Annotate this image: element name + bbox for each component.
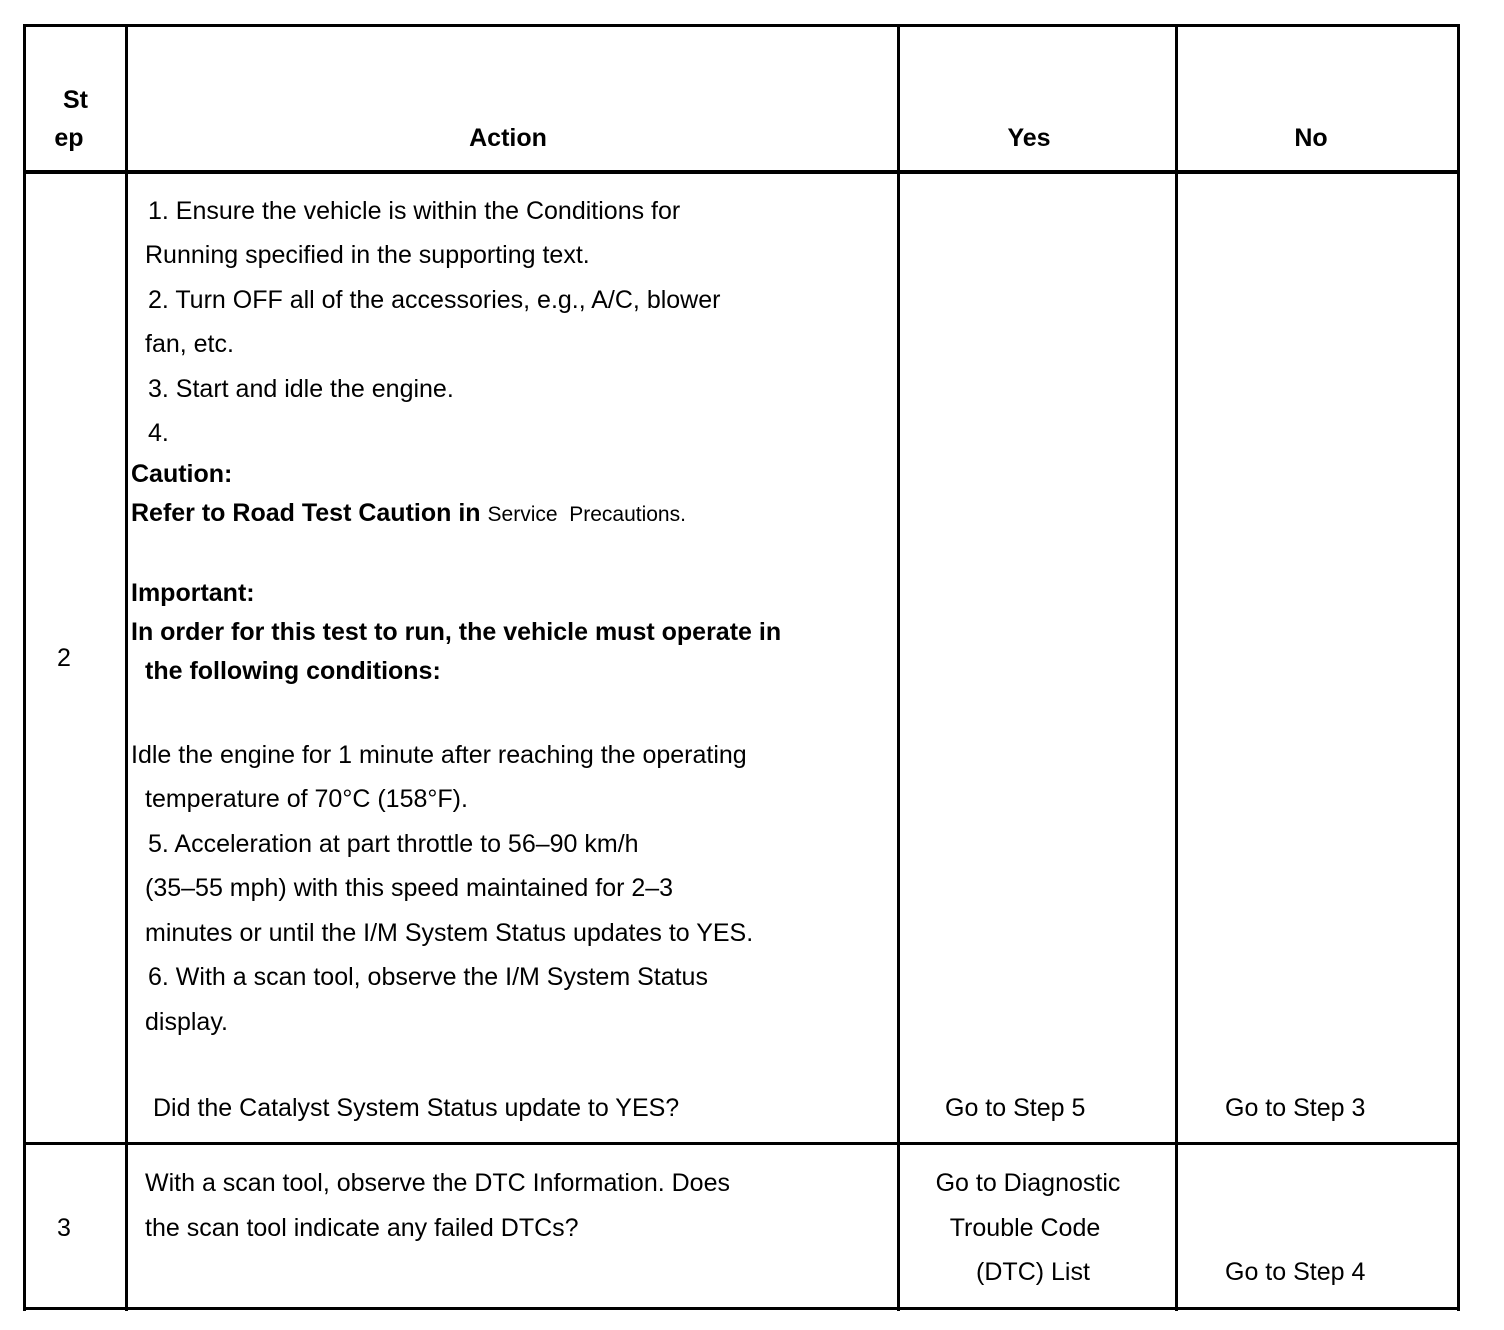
action-item-5-line3: minutes or until the I/M System Status updates to YES. (145, 919, 754, 947)
yes-line2: Trouble Code (949, 1214, 1101, 1242)
table-border-left (23, 24, 26, 1311)
header-step-line1: St (63, 86, 88, 114)
action-item-3: 3. Start and idle the engine. (148, 375, 454, 403)
action-line1: With a scan tool, observe the DTC Information. Does (145, 1169, 730, 1197)
action-item-5-line1: 5. Acceleration at part throttle to 56–90 km/h (148, 830, 639, 858)
action-item-2-line2: fan, etc. (145, 330, 234, 358)
caution-label: Caution: (131, 460, 233, 488)
column-divider-step-action (125, 24, 128, 1311)
no-go-to-step-4-link[interactable]: Go to Step 4 (1225, 1258, 1366, 1286)
header-action: Action (469, 124, 547, 152)
important-line1: In order for this test to run, the vehicle must operate in (131, 618, 782, 646)
column-divider-yes-no (1175, 24, 1178, 1311)
important-line2: the following conditions: (145, 657, 441, 685)
header-divider (23, 170, 1460, 174)
yes-line1: Go to Diagnostic (935, 1169, 1121, 1197)
step-number: 3 (57, 1214, 71, 1242)
header-yes: Yes (1007, 124, 1051, 152)
caution-text-main: Refer to Road Test Caution in (131, 499, 481, 527)
idle-condition-line1: Idle the engine for 1 minute after reaching the operating (131, 741, 747, 769)
service-precautions-link[interactable]: Service Precautions. (487, 503, 686, 526)
action-item-1-line1: 1. Ensure the vehicle is within the Conditions for (148, 197, 681, 225)
action-line2: the scan tool indicate any failed DTCs? (145, 1214, 579, 1242)
row-divider (23, 1142, 1460, 1145)
no-go-to-step-3-link[interactable]: Go to Step 3 (1225, 1094, 1366, 1122)
action-item-2-line1: 2. Turn OFF all of the accessories, e.g., A/C, blower (148, 286, 721, 314)
header-step-line2: ep (54, 124, 84, 152)
important-label: Important: (131, 579, 255, 607)
header-no: No (1294, 124, 1328, 152)
action-question: Did the Catalyst System Status update to YES? (153, 1094, 680, 1122)
yes-line3: (DTC) List (976, 1258, 1090, 1286)
action-item-1-line2: Running specified in the supporting text. (145, 241, 590, 269)
caution-text (131, 501, 686, 527)
table-border-top (23, 24, 1460, 27)
action-item-4: 4. (148, 419, 169, 447)
table-border-right (1457, 24, 1460, 1311)
column-divider-action-yes (897, 24, 900, 1311)
action-item-5-line2: (35–55 mph) with this speed maintained for 2–3 (145, 874, 674, 902)
yes-go-to-step-5-link[interactable]: Go to Step 5 (945, 1094, 1086, 1122)
action-item-6-line1: 6. With a scan tool, observe the I/M System Status (148, 963, 708, 991)
idle-condition-line2: temperature of 70°C (158°F). (145, 785, 468, 813)
action-item-6-line2: display. (145, 1008, 228, 1036)
step-number: 2 (57, 644, 71, 672)
table-border-bottom (23, 1307, 1460, 1310)
